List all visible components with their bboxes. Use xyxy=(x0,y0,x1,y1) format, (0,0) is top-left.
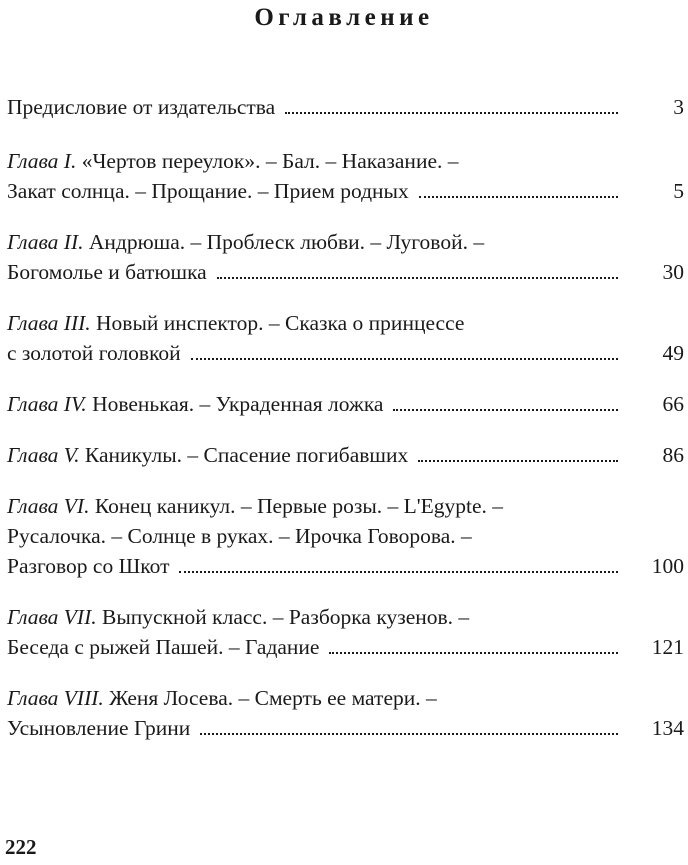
table-of-contents xyxy=(7,92,684,764)
toc-entry-text xyxy=(7,521,472,551)
toc-entry-text xyxy=(7,227,484,257)
chapter-label: Глава VIII. xyxy=(7,686,104,710)
toc-entry-title: Новенькая. – Украденная ложка xyxy=(92,392,384,416)
toc-entry-title: Разговор со Шкот xyxy=(7,554,170,578)
toc-entry-line xyxy=(7,551,684,581)
toc-entry-title: «Чертов переулок». – Бал. – Наказание. – xyxy=(81,149,459,173)
dot-leader xyxy=(191,358,618,360)
toc-page-number: 3 xyxy=(673,95,684,119)
toc-entry-text xyxy=(7,713,190,743)
toc-entry-line xyxy=(7,440,684,470)
toc-entry-line xyxy=(7,257,684,287)
toc-entry-title: Конец каникул. – Первые розы. – L'Egypte. – xyxy=(94,494,504,518)
toc-entry-text xyxy=(7,440,408,470)
toc-page-number: 30 xyxy=(662,260,684,284)
toc-entry[interactable] xyxy=(7,227,684,287)
toc-entry-line xyxy=(7,491,684,521)
toc-entry-line xyxy=(7,389,684,419)
toc-entry-line xyxy=(7,602,684,632)
toc-entry[interactable] xyxy=(7,389,684,419)
dot-leader xyxy=(329,652,618,654)
toc-entry-title: Беседа с рыжей Пашей. – Гадание xyxy=(7,635,320,659)
toc-entry[interactable] xyxy=(7,308,684,368)
toc-page-number: 121 xyxy=(651,635,684,659)
toc-entry-text xyxy=(7,176,409,206)
toc-entry-title: Предисловие от издательства xyxy=(7,95,276,119)
chapter-label: Глава III. xyxy=(7,311,91,335)
toc-entry-text xyxy=(7,338,181,368)
toc-page-number: 134 xyxy=(651,716,684,740)
dot-leader xyxy=(419,196,618,198)
toc-entry-text xyxy=(7,92,275,122)
page-number: 222 xyxy=(5,835,37,859)
toc-entry-title: Богомолье и батюшка xyxy=(7,260,207,284)
toc-entry[interactable] xyxy=(7,683,684,743)
toc-entry-title: Усыновление Грини xyxy=(7,716,191,740)
toc-entry-title: Закат солнца. – Прощание. – Прием родных xyxy=(7,179,409,203)
toc-entry-text xyxy=(7,491,503,521)
toc-entry-title: Каникулы. – Спасение погибавших xyxy=(84,443,409,467)
dot-leader xyxy=(285,112,618,114)
toc-entry-line xyxy=(7,176,684,206)
chapter-label: Глава I. xyxy=(7,149,77,173)
toc-page-number: 86 xyxy=(662,443,684,467)
toc-entry-line xyxy=(7,683,684,713)
toc-entry-line xyxy=(7,521,684,551)
toc-entry[interactable] xyxy=(7,602,684,662)
toc-entry-text xyxy=(7,683,437,713)
toc-entry[interactable] xyxy=(7,491,684,581)
toc-entry-line xyxy=(7,92,684,122)
toc-entry-text xyxy=(7,602,469,632)
toc-entry-line xyxy=(7,308,684,338)
toc-entry[interactable] xyxy=(7,146,684,206)
toc-entry-text xyxy=(7,257,207,287)
dot-leader xyxy=(200,733,618,735)
toc-entry-text xyxy=(7,308,464,338)
page-title: Оглавление xyxy=(254,4,434,31)
chapter-label: Глава VII. xyxy=(7,605,97,629)
toc-entry-title: с золотой головкой xyxy=(7,341,181,365)
toc-entry-text xyxy=(7,146,459,176)
toc-page-number: 100 xyxy=(651,554,684,578)
dot-leader xyxy=(393,409,618,411)
toc-entry-line xyxy=(7,146,684,176)
toc-entry-text xyxy=(7,551,169,581)
toc-entry-title: Андрюша. – Проблеск любви. – Луговой. – xyxy=(88,230,485,254)
toc-page-number: 5 xyxy=(673,179,684,203)
toc-entry-title: Русалочка. – Солнце в руках. – Ирочка Говорова. – xyxy=(7,524,472,548)
toc-entry-line xyxy=(7,338,684,368)
toc-entry-text xyxy=(7,632,319,662)
toc-entry-title: Выпускной класс. – Разборка кузенов. – xyxy=(102,605,470,629)
toc-entry-line xyxy=(7,632,684,662)
dot-leader xyxy=(217,277,618,279)
toc-entry-line xyxy=(7,227,684,257)
toc-page-number: 49 xyxy=(662,341,684,365)
toc-entry[interactable] xyxy=(7,92,684,122)
dot-leader xyxy=(179,571,618,573)
chapter-label: Глава II. xyxy=(7,230,84,254)
chapter-label: Глава IV. xyxy=(7,392,87,416)
toc-entry-title: Женя Лосева. – Смерть ее матери. – xyxy=(109,686,437,710)
toc-entry-text xyxy=(7,389,383,419)
dot-leader xyxy=(418,460,618,462)
toc-entry[interactable] xyxy=(7,440,684,470)
chapter-label: Глава VI. xyxy=(7,494,90,518)
chapter-label: Глава V. xyxy=(7,443,80,467)
toc-page-number: 66 xyxy=(662,392,684,416)
toc-entry-title: Новый инспектор. – Сказка о принцессе xyxy=(96,311,465,335)
toc-entry-line xyxy=(7,713,684,743)
